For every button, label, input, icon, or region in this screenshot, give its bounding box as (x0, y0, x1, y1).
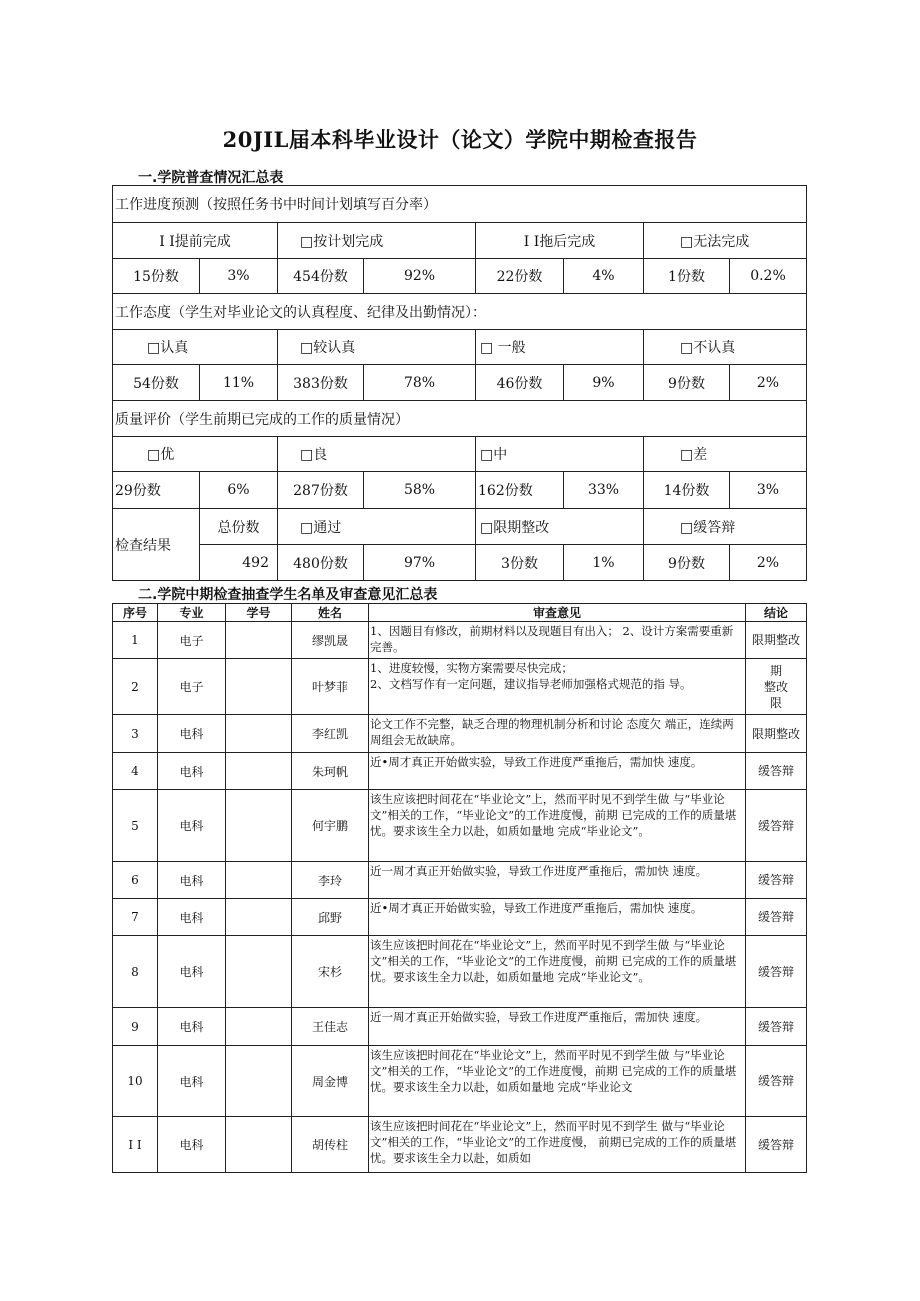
progress-option: □无法完成 (644, 223, 807, 259)
header-name: 姓名 (292, 604, 369, 622)
attitude-label: 工作态度（学生对毕业论文的认真程度、纪律及出勤情况）： (113, 294, 807, 330)
row-opinion: 1、因题目有修改，前期材料以及现题目有出入； 2、设计方案需要重新完善。 (369, 622, 746, 659)
progress-value: 1份数 (644, 259, 730, 294)
row-student-id (226, 715, 292, 753)
row-no: 8 (113, 936, 158, 1008)
quality-label: 质量评价（学生前期已完成的工作的质量情况） (113, 401, 807, 437)
row-major: 电科 (158, 1008, 226, 1046)
row-opinion: 论文工作不完整，缺乏合理的物理机制分析和讨论 态度欠 端正，连续两周组会无故缺席。 (369, 715, 746, 753)
row-no: 6 (113, 862, 158, 899)
row-major: 电子 (158, 659, 226, 715)
row-name: 李红凯 (292, 715, 369, 753)
row-opinion: 近一周才真正开始做实验，导致工作进度严重拖后，需加快 速度。 (369, 862, 746, 899)
quality-value: 14份数 (644, 472, 730, 509)
row-opinion: 1、进度较慢，实物方案需要尽快完成； 2、文档写作有一定问题，建议指导老师加强格式规范的指 导。 (369, 659, 746, 715)
quality-option: □优 (113, 437, 278, 472)
row-student-id (226, 1046, 292, 1117)
result-total-label: 总份数 (200, 509, 278, 545)
quality-option: □良 (278, 437, 476, 472)
row-opinion: 近•周才真正开始做实验，导致工作进度严重拖后，需加快 速度。 (369, 899, 746, 936)
table-row (113, 862, 807, 899)
row-name: 李玲 (292, 862, 369, 899)
progress-value: 15份数 (113, 259, 200, 294)
attitude-value: 9% (564, 365, 644, 401)
row-name: 缪凯晟 (292, 622, 369, 659)
attitude-value: 78% (364, 365, 476, 401)
row-major: 电科 (158, 936, 226, 1008)
header-opinion: 审查意见 (369, 604, 746, 622)
row-student-id (226, 899, 292, 936)
header-id: 学号 (226, 604, 292, 622)
progress-option: I I拖后完成 (476, 223, 644, 259)
attitude-value: 2% (730, 365, 807, 401)
row-major: 电科 (158, 1046, 226, 1117)
row-result: 缓答辩 (746, 1046, 807, 1117)
row-result: 缓答辩 (746, 936, 807, 1008)
row-major: 电科 (158, 753, 226, 790)
table-row (113, 1046, 807, 1117)
row-student-id (226, 1117, 292, 1173)
attitude-value: 9份数 (644, 365, 730, 401)
table-row (113, 1117, 807, 1173)
progress-label: 工作进度预测（按照任务书中时间计划填写百分率） (113, 186, 807, 223)
progress-value: 3% (200, 259, 278, 294)
row-major: 电科 (158, 862, 226, 899)
attitude-option: □ 一般 (476, 330, 644, 365)
row-result: 缓答辩 (746, 753, 807, 790)
row-name: 周金博 (292, 1046, 369, 1117)
row-opinion: 近一周才真正开始做实验，导致工作进度严重拖后，需加快 速度。 (369, 1008, 746, 1046)
attitude-value: 383份数 (278, 365, 364, 401)
progress-value: 22份数 (476, 259, 564, 294)
row-name: 胡传柱 (292, 1117, 369, 1173)
row-no: 10 (113, 1046, 158, 1117)
table-row (113, 1008, 807, 1046)
quality-value: 58% (364, 472, 476, 509)
survey-summary-table (112, 185, 807, 581)
row-name: 邱野 (292, 899, 369, 936)
row-student-id (226, 1008, 292, 1046)
result-value: 3份数 (476, 545, 564, 581)
result-value: 2% (730, 545, 807, 581)
table-row (113, 790, 807, 862)
row-result: 缓答辩 (746, 1008, 807, 1046)
row-no: 7 (113, 899, 158, 936)
row-result: 限期整改 (746, 622, 807, 659)
row-no: 9 (113, 1008, 158, 1046)
row-student-id (226, 862, 292, 899)
table-row (113, 936, 807, 1008)
row-name: 王佳志 (292, 1008, 369, 1046)
row-result: 限期整改 (746, 715, 807, 753)
row-no: 2 (113, 659, 158, 715)
progress-option: □按计划完成 (278, 223, 476, 259)
section2-heading: 二.学院中期检查抽查学生名单及审查意见汇总表 (138, 587, 438, 603)
result-option: □缓答辩 (644, 509, 807, 545)
row-no: 3 (113, 715, 158, 753)
quality-value: 287份数 (278, 472, 364, 509)
row-result: 缓答辩 (746, 862, 807, 899)
attitude-option: □较认真 (278, 330, 476, 365)
row-opinion: 该生应该把时间花在“毕业论文”上，然而平时见不到学生 做与“毕业论文”相关的工作，“毕业论文”的工作进度慢， 前期已完成的工作的质量堪忧。要求该生全力以赴，如质如 (369, 1117, 746, 1173)
row-result: 期 整改 限 (746, 659, 807, 715)
table-row (113, 753, 807, 790)
table-row (113, 622, 807, 659)
attitude-value: 46份数 (476, 365, 564, 401)
progress-value: 454份数 (278, 259, 364, 294)
quality-option: □中 (476, 437, 644, 472)
header-no: 序号 (113, 604, 158, 622)
row-result: 缓答辩 (746, 790, 807, 862)
quality-option: □差 (644, 437, 807, 472)
header-result: 结论 (746, 604, 807, 622)
section1-heading: 一.学院普查情况汇总表 (138, 170, 284, 186)
row-major: 电科 (158, 790, 226, 862)
row-major: 电科 (158, 1117, 226, 1173)
progress-value: 0.2% (730, 259, 807, 294)
quality-value: 33% (564, 472, 644, 509)
row-student-id (226, 622, 292, 659)
table-row (113, 899, 807, 936)
result-value: 480份数 (278, 545, 364, 581)
row-name: 朱珂帆 (292, 753, 369, 790)
row-student-id (226, 753, 292, 790)
result-value: 97% (364, 545, 476, 581)
attitude-value: 11% (200, 365, 278, 401)
row-name: 宋杉 (292, 936, 369, 1008)
row-name: 何宇鹏 (292, 790, 369, 862)
row-opinion: 该生应该把时间花在“毕业论文”上，然而平时见不到学生做 与“毕业论文”相关的工作，“毕业论文”的工作进度慢，前期 已完成的工作的质量堪忧。要求该生全力以赴，如质如量地 完成“毕业论文”。 (369, 936, 746, 1008)
attitude-value: 54份数 (113, 365, 200, 401)
attitude-option: □认真 (113, 330, 278, 365)
result-value: 9份数 (644, 545, 730, 581)
page-title: 20JIL届本科毕业设计（论文）学院中期检查报告 (222, 127, 698, 152)
header-major: 专业 (158, 604, 226, 622)
row-opinion: 该生应该把时间花在“毕业论文”上，然而平时见不到学生做 与“毕业论文”相关的工作，“毕业论文”的工作进度慢，前期 已完成的工作的质量堪忧。要求该生全力以赴，如质如量地 完成“毕业论文 (369, 1046, 746, 1117)
row-no: 5 (113, 790, 158, 862)
progress-value: 92% (364, 259, 476, 294)
result-value: 1% (564, 545, 644, 581)
table-row (113, 659, 807, 715)
result-label: 检查结果 (113, 509, 200, 581)
quality-value: 6% (200, 472, 278, 509)
table-row (113, 715, 807, 753)
row-major: 电子 (158, 622, 226, 659)
quality-value: 3% (730, 472, 807, 509)
row-student-id (226, 936, 292, 1008)
row-major: 电科 (158, 899, 226, 936)
result-option: □通过 (278, 509, 476, 545)
result-value: 492 (200, 545, 278, 581)
row-no: 4 (113, 753, 158, 790)
quality-value: 162份数 (476, 472, 564, 509)
review-table (112, 603, 807, 1173)
row-major: 电科 (158, 715, 226, 753)
row-opinion: 近•周才真正开始做实验，导致工作进度严重拖后，需加快 速度。 (369, 753, 746, 790)
row-student-id (226, 659, 292, 715)
result-option: □限期整改 (476, 509, 644, 545)
attitude-option: □不认真 (644, 330, 807, 365)
progress-value: 4% (564, 259, 644, 294)
row-student-id (226, 790, 292, 862)
quality-value: 29份数 (113, 472, 200, 509)
row-no: I I (113, 1117, 158, 1173)
row-name: 叶梦菲 (292, 659, 369, 715)
row-opinion: 该生应该把时间花在“毕业论文”上，然而平时见不到学生做 与“毕业论文”相关的工作，“毕业论文”的工作进度慢，前期 已完成的工作的质量堪忧。要求该生全力以赴，如质如量地 完成“毕业论文”。 (369, 790, 746, 862)
progress-option: I I提前完成 (113, 223, 278, 259)
row-result: 缓答辩 (746, 899, 807, 936)
row-no: 1 (113, 622, 158, 659)
row-result: 缓答辩 (746, 1117, 807, 1173)
